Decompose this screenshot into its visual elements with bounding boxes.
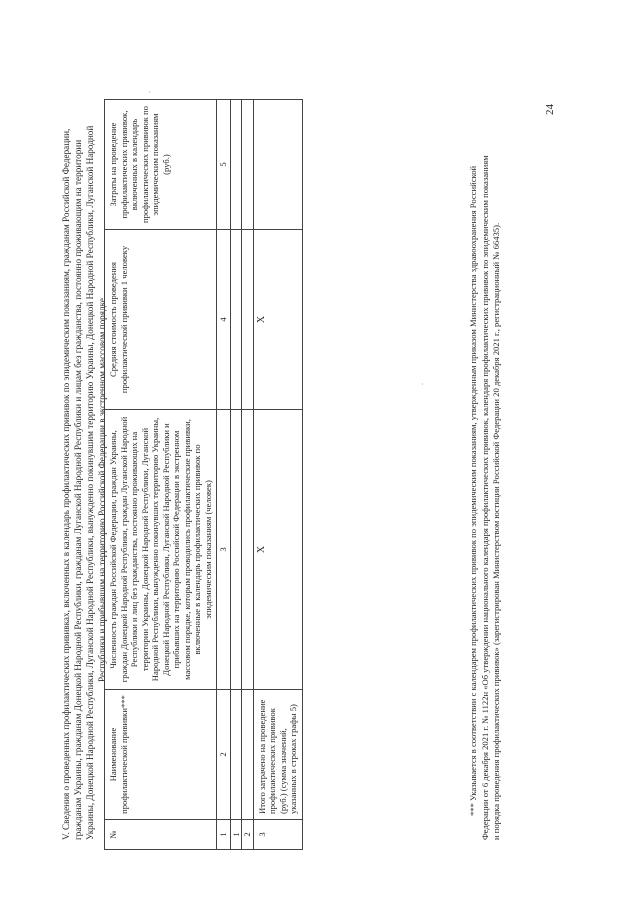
row-number: 1: [230, 820, 242, 850]
empty-cell: [242, 690, 254, 820]
title-line: V. Сведения о проведенных профилактических прививках, включенных в календарь профилактических прививок по эпидемическим показаниям, гражданам Российской Федерации,: [61, 128, 71, 840]
empty-cell: [230, 100, 242, 230]
empty-cell: [230, 230, 242, 410]
header-number: №: [105, 820, 217, 850]
footnote-line: *** Указывается в соответствии с календарем профилактических прививок по эпидемическим показаниям, утвержденным приказом Министерства здравоохранения Российской: [468, 165, 478, 816]
header-vaccine-name: Наименование профилактической прививки***: [105, 690, 217, 820]
column-index: 4: [217, 230, 231, 410]
empty-cell: [230, 410, 242, 690]
footnote: [468, 120, 503, 840]
header-people-count: Численность граждан Российской Федерации, граждан Украины, граждан Донецкой Народной Республики, граждан Луганской Народной Республики и лиц без гражданства, постоянно проживающих на территории Украины, Донецкой Народной Республики, Луганской Народной Республики, вынужденно покинувших территорию Украины, Донецкой Народной Республики, Луганской Народной Республики и прибывших на территорию Российской Федерации в экстренном массовом порядке, которым проводились профилактические прививки, включенные в календарь профилактических прививок по эпидемическим показаниям (человек): [105, 410, 217, 690]
column-index: 5: [217, 100, 231, 230]
total-value-cell: [253, 100, 302, 230]
column-index: 3: [217, 410, 231, 690]
page-number: 24: [544, 104, 556, 115]
column-index: 2: [217, 690, 231, 820]
footnote-line: и порядка проведения профилактических прививок» (зарегистрирован Министерством юстиции Российской Федерации 20 декабря 2021 г., регистрационный № 66435).: [491, 222, 501, 840]
total-row: [253, 100, 302, 850]
title-line: Республики и прибывшим на территорию Российской Федерации в экстренном массовом порядке: [97, 298, 107, 682]
empty-cell: [242, 100, 254, 230]
row-number: 3: [253, 820, 302, 850]
total-label: Итого затрачено на проведение профилактических прививок (руб.) (сумма значений, указанных в строках графы 5): [253, 690, 302, 820]
vaccination-table: [104, 99, 303, 850]
empty-cell: [242, 410, 254, 690]
title-line: Украины, Донецкой Народной Республики, Луганской Народной Республики, вынужденно покинувшим территорию Украины, Донецкой Народной Республики, Луганской Народной: [85, 125, 95, 840]
rotated-page-content: [60, 50, 580, 850]
table-row: [230, 100, 242, 850]
column-index: 1: [217, 820, 231, 850]
not-applicable-mark: X: [253, 230, 302, 410]
column-index-row: [217, 100, 231, 850]
title-line: гражданам Украины, гражданам Донецкой Народной Республики, гражданам Луганской Народной Республики и лицам без гражданства, постоянно проживающим на территории: [73, 139, 83, 840]
scan-dot: ·: [421, 380, 424, 389]
header-average-cost: Средняя стоимость проведения профилактической прививки 1 человеку: [105, 230, 217, 410]
row-number: 2: [242, 820, 254, 850]
table-row: [242, 100, 254, 850]
empty-cell: [242, 230, 254, 410]
header-total-expenses: Затраты на проведение профилактических прививок, включенных в календарь профилактических прививок по эпидемическим показаниям (руб.): [105, 100, 217, 230]
footnote-line: Федерации от 6 декабря 2021 г. № 1122н «Об утверждении национального календаря профилактических прививок, календаря профилактических прививок по эпидемическим показаниям: [479, 155, 490, 840]
table-header-row: [105, 100, 217, 850]
empty-cell: [230, 690, 242, 820]
scan-dot: ·: [148, 88, 151, 97]
not-applicable-mark: X: [253, 410, 302, 690]
section-title: [60, 125, 108, 840]
